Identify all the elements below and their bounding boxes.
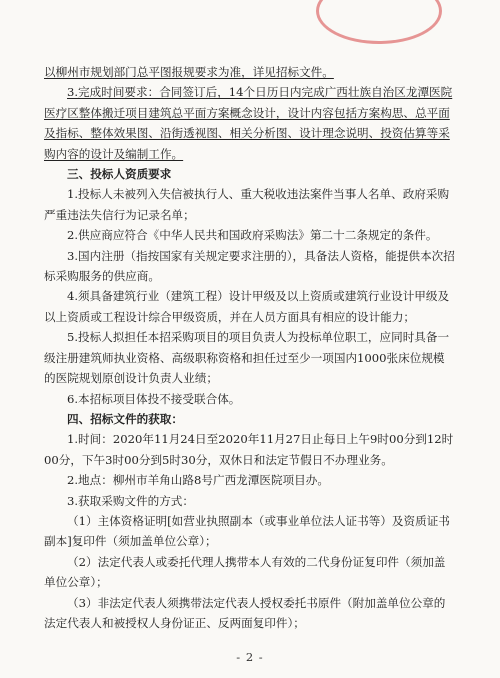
paragraph-method-item-1: （1）主体资格证明[如营业执照副本（或事业单位法人证书等）及资质证书副本]复印件（须加盖单位公章）； (44, 513, 450, 549)
page-number: - 2 - (236, 650, 264, 664)
paragraph-qualification-1: 1.投标人未被列入失信被执行人、重大税收违法案件当事人名单、政府采购严重违法失信行为记录名单； (44, 187, 450, 222)
paragraph-qualification-4: 4.须具备建筑行业（建筑工程）设计甲级及以上资质或建筑行业设计甲级及以上资质或工程设计综合甲级资质，并在人员方面具有相应的设计能力； (44, 289, 450, 324)
paragraph-method-item-2: （2）法定代表人或委托代理人携带本人有效的二代身份证复印件（须加盖单位公章）； (44, 554, 446, 590)
section-heading-document-acquisition: 四、招标文件的获取： (67, 411, 183, 426)
paragraph-qualification-3: 3.国内注册（指按国家有关规定要求注册的），具备法人资格，能提供本次招标采购服务的供应商。 (44, 248, 455, 284)
paragraph-planning-note: 以柳州市规划部门总平图报规要求为准，详见招标文件。 (44, 65, 334, 79)
paragraph-qualification-5: 5.投标人拟担任本招采购项目的项目负责人为投标单位职工，应同时具备一级注册建筑师执业资格、高级职称资格和担任过至少一项国内1000张床位规模的医院规划原创设计负责人业绩； (44, 330, 450, 386)
paragraph-completion-time: 3.完成时间要求：合同签订后，14个日历日内完成广西壮族自治区龙潭医院医疗区整体搬迁项目建筑总平面方案概念设计，设计内容包括方案构思、总平面及指标、整体效果图、沿街透视图、相关分析图、设计理念说明、投资估算等采购内容的设计及编制工作。 (44, 85, 453, 161)
red-seal-stamp (316, 0, 442, 44)
document-body (44, 62, 456, 633)
paragraph-qualification-2: 2.供应商应符合《中华人民共和国政府采购法》第二十二条规定的条件。 (67, 228, 438, 243)
paragraph-qualification-6: 6.本招标项目体投不接受联合体。 (67, 391, 241, 406)
paragraph-method-item-3: （3）非法定代表人须携带法定代表人授权委托书原件（附加盖单位公章的法定代表人和被授权人身份证正、反两面复印件）； (44, 595, 446, 630)
paragraph-acquisition-location: 2.地点：柳州市羊角山路8号广西龙潭医院项目办。 (67, 473, 329, 488)
paragraph-acquisition-time: 1.时间：2020年11月24日至2020年11月27日止每日上午9时00分到12时00分，下午3时00分到5时30分，双休日和法定节假日不办理业务。 (44, 432, 454, 467)
paragraph-acquisition-method: 3.获取采购文件的方式： (67, 493, 194, 508)
section-heading-qualifications: 三、投标人资质要求 (67, 167, 172, 182)
